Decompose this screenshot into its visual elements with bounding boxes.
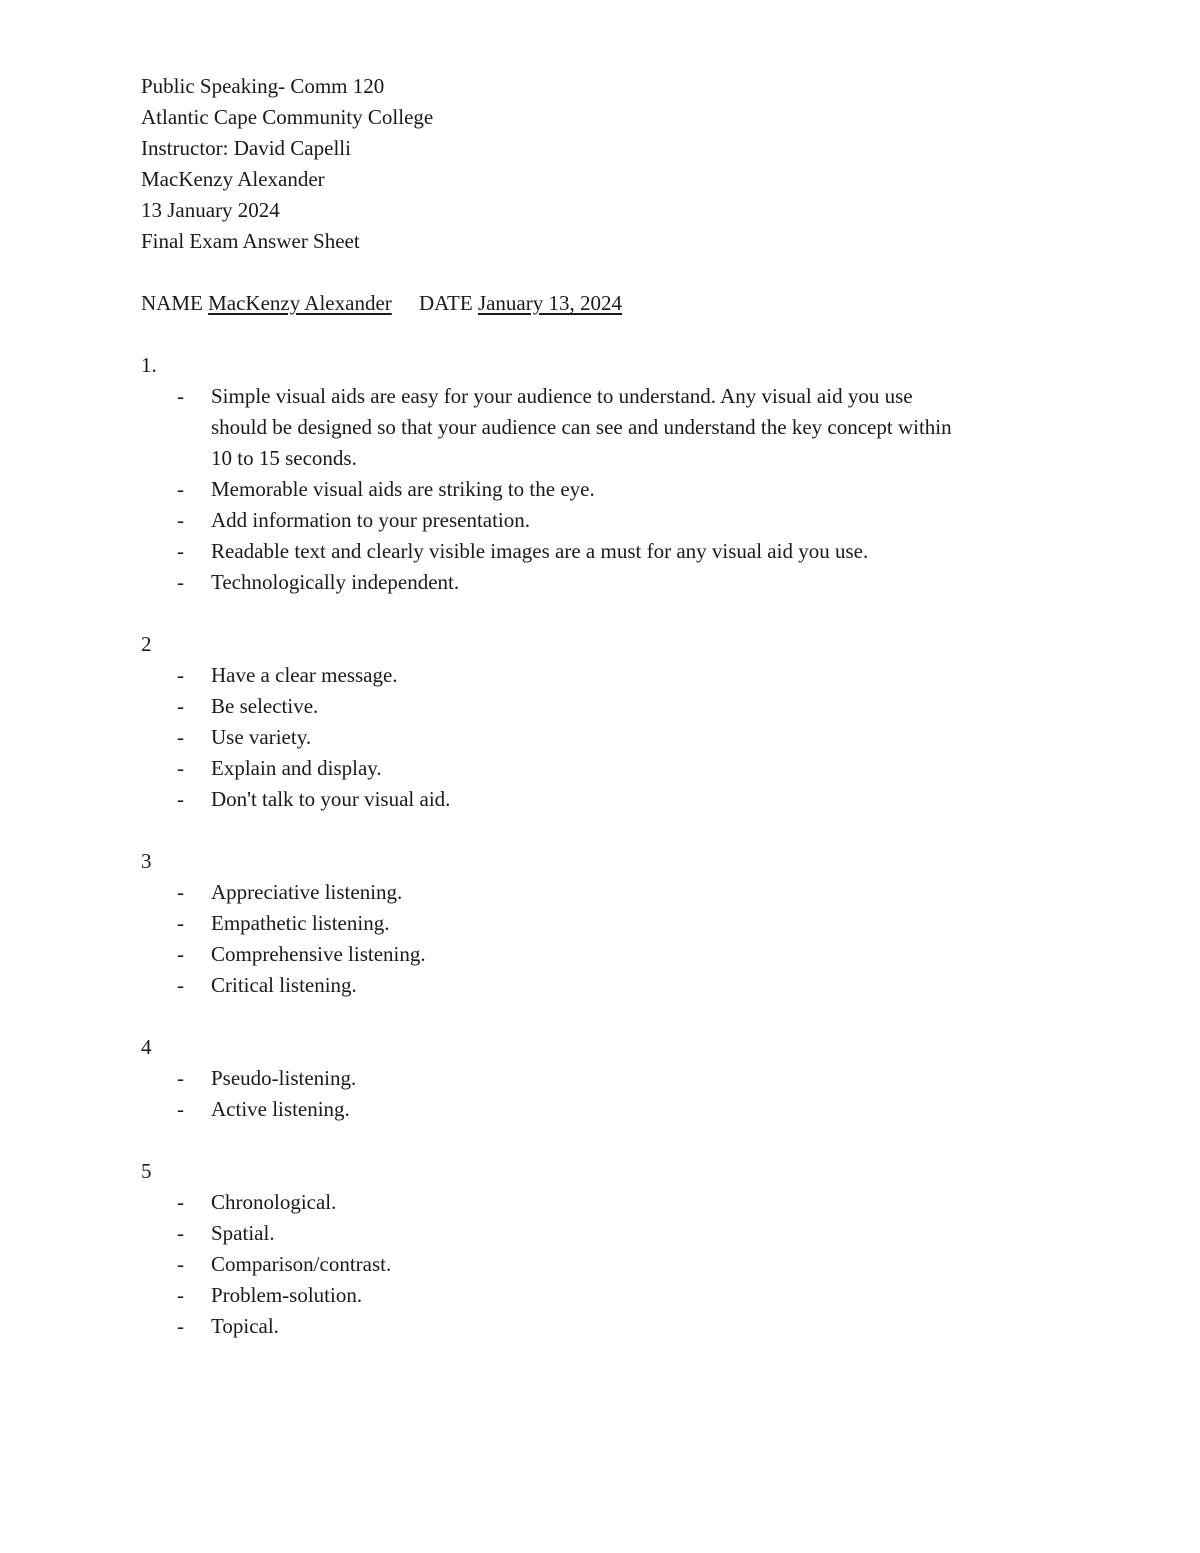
answer-text: Explain and display. [211, 756, 382, 780]
answer-text: Be selective. [211, 694, 319, 718]
question-number: 4 [141, 1035, 152, 1059]
answer-text: Comprehensive listening. [211, 942, 426, 966]
answer-text: Chronological. [211, 1190, 337, 1214]
bullet-dash: - [177, 725, 184, 749]
name-value: MacKenzy Alexander [208, 291, 392, 315]
header-date: 13 January 2024 [141, 198, 280, 222]
answer-text: Have a clear message. [211, 663, 398, 687]
list-item [141, 536, 1061, 567]
list-item [141, 474, 1061, 505]
bullet-dash: - [177, 1221, 184, 1245]
bullet-dash: - [177, 1097, 184, 1121]
answer-text: should be designed so that your audience can see and understand the key concept within [211, 415, 952, 439]
spacer [141, 319, 1061, 350]
question-4 [141, 1032, 1061, 1125]
bullet-dash: - [177, 880, 184, 904]
answer-text: Problem-solution. [211, 1283, 363, 1307]
bullet-dash: - [177, 1283, 184, 1307]
bullet-dash: - [177, 1066, 184, 1090]
date-label: DATE [419, 291, 473, 315]
answer-text: Simple visual aids are easy for your audience to understand. Any visual aid you use [211, 384, 913, 408]
answer-text: Appreciative listening. [211, 880, 403, 904]
list-item [141, 939, 1061, 970]
bullet-dash: - [177, 663, 184, 687]
answer-list [141, 877, 1061, 1001]
question-number: 1. [141, 353, 157, 377]
bullet-dash: - [177, 942, 184, 966]
answer-text: Add information to your presentation. [211, 508, 531, 532]
bullet-dash: - [177, 787, 184, 811]
question-1 [141, 350, 1061, 598]
answer-text: 10 to 15 seconds. [211, 446, 357, 470]
bullet-dash: - [177, 973, 184, 997]
question-3 [141, 846, 1061, 1001]
list-item [141, 1280, 1061, 1311]
answer-text: Active listening. [211, 1097, 350, 1121]
bullet-dash: - [177, 508, 184, 532]
list-item [141, 505, 1061, 536]
bullet-dash: - [177, 911, 184, 935]
bullet-dash: - [177, 570, 184, 594]
answer-list [141, 1063, 1061, 1125]
college-name: Atlantic Cape Community College [141, 105, 434, 129]
answer-text: Empathetic listening. [211, 911, 390, 935]
answer-list [141, 660, 1061, 815]
list-item [141, 1063, 1061, 1094]
list-item-continuation [141, 443, 1061, 474]
list-item [141, 567, 1061, 598]
list-item [141, 1094, 1061, 1125]
list-item [141, 1187, 1061, 1218]
student-name: MacKenzy Alexander [141, 167, 325, 191]
instructor-name: Instructor: David Capelli [141, 136, 351, 160]
list-item [141, 1249, 1061, 1280]
spacer [141, 815, 1061, 846]
document-title: Final Exam Answer Sheet [141, 229, 360, 253]
list-item-continuation [141, 412, 1061, 443]
course-title: Public Speaking- Comm 120 [141, 74, 385, 98]
answer-text: Use variety. [211, 725, 312, 749]
bullet-dash: - [177, 1252, 184, 1276]
bullet-dash: - [177, 694, 184, 718]
list-item [141, 722, 1061, 753]
question-number: 5 [141, 1159, 152, 1183]
list-item [141, 1218, 1061, 1249]
answer-list [141, 381, 1061, 598]
bullet-dash: - [177, 539, 184, 563]
date-value: January 13, 2024 [477, 291, 622, 315]
list-item [141, 660, 1061, 691]
question-number: 3 [141, 849, 152, 873]
spacer [141, 257, 1061, 288]
answer-text: Don't talk to your visual aid. [211, 787, 451, 811]
list-item [141, 381, 1061, 412]
list-item [141, 877, 1061, 908]
list-item [141, 753, 1061, 784]
spacer [141, 1001, 1061, 1032]
spacer [141, 598, 1061, 629]
answer-text: Technologically independent. [211, 570, 460, 594]
list-item [141, 784, 1061, 815]
list-item [141, 1311, 1061, 1342]
list-item [141, 970, 1061, 1001]
list-item [141, 908, 1061, 939]
document-content [141, 71, 1061, 1342]
answer-text: Memorable visual aids are striking to the eye. [211, 477, 595, 501]
answer-text: Comparison/contrast. [211, 1252, 392, 1276]
answer-list [141, 1187, 1061, 1342]
spacer [141, 1125, 1061, 1156]
answer-text: Pseudo-listening. [211, 1066, 357, 1090]
answer-text: Readable text and clearly visible images are a must for any visual aid you use. [211, 539, 869, 563]
bullet-dash: - [177, 1314, 184, 1338]
question-5 [141, 1156, 1061, 1342]
answer-text: Topical. [211, 1314, 279, 1338]
list-item [141, 691, 1061, 722]
bullet-dash: - [177, 384, 184, 408]
name-label: NAME [141, 291, 203, 315]
bullet-dash: - [177, 477, 184, 501]
name-date-line [141, 288, 1061, 319]
answer-text: Spatial. [211, 1221, 275, 1245]
question-number: 2 [141, 632, 152, 656]
question-2 [141, 629, 1061, 815]
bullet-dash: - [177, 756, 184, 780]
answer-text: Critical listening. [211, 973, 357, 997]
bullet-dash: - [177, 1190, 184, 1214]
